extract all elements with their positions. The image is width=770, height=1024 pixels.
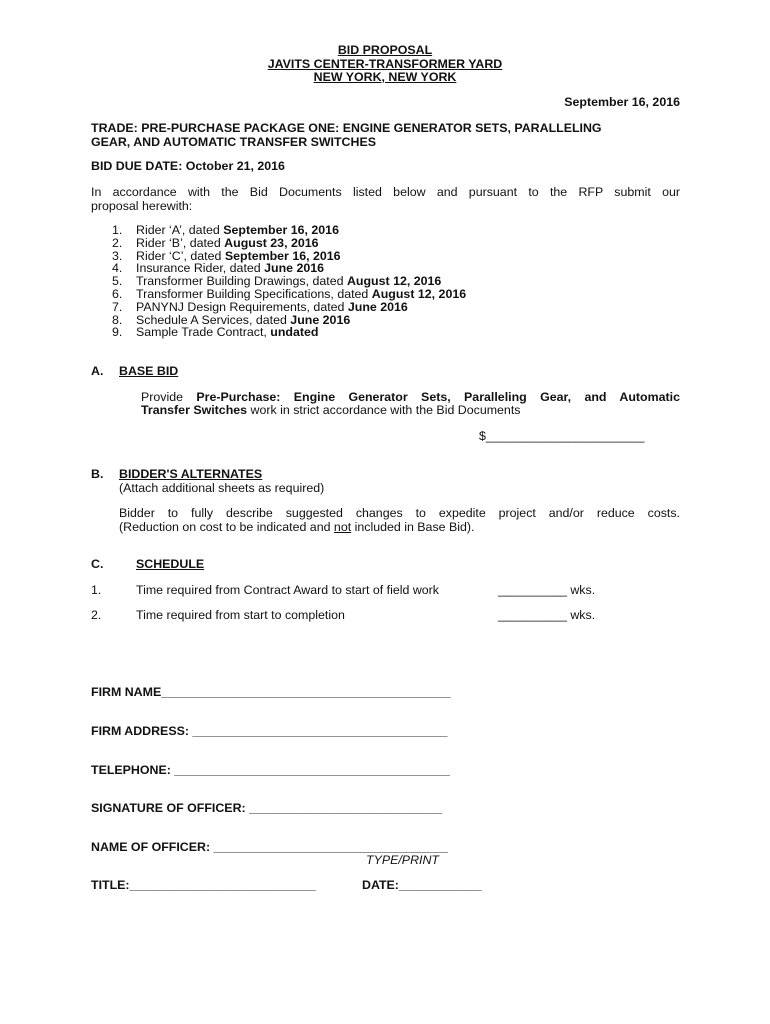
section-c-title: SCHEDULE bbox=[136, 557, 205, 571]
list-item: 9. Sample Trade Contract, undated bbox=[112, 325, 319, 340]
section-b-letter: B. bbox=[91, 467, 104, 481]
list-item: 8. Schedule A Services, dated June 2016 bbox=[112, 312, 351, 327]
list-item: 7. PANYNJ Design Requirements, dated June 2016 bbox=[112, 299, 408, 314]
schedule-item-2-number: 2. bbox=[91, 608, 102, 622]
trade-description bbox=[91, 122, 681, 149]
bid-documents-list bbox=[112, 224, 466, 339]
list-item: 1. Rider ‘A’, dated September 16, 2016 bbox=[112, 223, 339, 237]
alternates-description bbox=[119, 507, 680, 534]
list-item: 5. Transformer Building Drawings, dated August 12, 2016 bbox=[112, 274, 442, 289]
intro-paragraph bbox=[91, 186, 680, 213]
base-bid-line-1: Provide Pre-Purchase: Engine Generator Sets, Paralleling Gear, and Automatic bbox=[141, 390, 680, 404]
base-bid-amount-field[interactable]: $_______________________ bbox=[479, 429, 645, 443]
list-item: 2. Rider ‘B’, dated August 23, 2016 bbox=[112, 235, 319, 250]
signature-of-officer-field[interactable]: SIGNATURE OF OFFICER: ____________________________ bbox=[91, 801, 443, 815]
firm-address-field[interactable]: FIRM ADDRESS: _____________________________________ bbox=[91, 724, 448, 738]
schedule-item-2-text: Time required from start to completion bbox=[136, 608, 345, 622]
list-item: 4. Insurance Rider, dated June 2016 bbox=[112, 261, 325, 276]
schedule-item-2-weeks-field[interactable]: __________ wks. bbox=[498, 608, 596, 622]
alternates-note: (Attach additional sheets as required) bbox=[119, 481, 325, 495]
name-of-officer-field[interactable]: NAME OF OFFICER: __________________________________ bbox=[91, 840, 448, 854]
trade-line-1: TRADE: PRE-PURCHASE PACKAGE ONE: ENGINE GENERATOR SETS, PARALLELING bbox=[91, 121, 602, 135]
title-field[interactable]: TITLE:___________________________ bbox=[91, 878, 316, 892]
section-b-title: BIDDER'S ALTERNATES bbox=[119, 467, 263, 481]
date-field[interactable]: DATE:____________ bbox=[362, 878, 482, 892]
schedule-item-1-weeks-field[interactable]: __________ wks. bbox=[498, 583, 596, 597]
intro-line-2: proposal herewith: bbox=[91, 198, 193, 213]
document-header bbox=[0, 44, 770, 85]
base-bid-line-2: Transfer Switches work in strict accordance with the Bid Documents bbox=[141, 403, 521, 418]
header-location: NEW YORK, NEW YORK bbox=[313, 70, 457, 84]
header-project: JAVITS CENTER-TRANSFORMER YARD bbox=[267, 56, 503, 71]
header-title: BID PROPOSAL bbox=[337, 43, 433, 57]
bid-due-date: BID DUE DATE: October 21, 2016 bbox=[91, 159, 285, 173]
section-c-letter: C. bbox=[91, 557, 104, 571]
schedule-item-1-text: Time required from Contract Award to start of field work bbox=[136, 583, 439, 597]
section-a-title: BASE BID bbox=[119, 364, 179, 378]
type-print-label: TYPE/PRINT bbox=[366, 853, 439, 867]
section-a-letter: A. bbox=[91, 364, 104, 378]
telephone-field[interactable]: TELEPHONE: ________________________________________ bbox=[91, 763, 450, 777]
trade-line-2: GEAR, AND AUTOMATIC TRANSFER SWITCHES bbox=[91, 134, 376, 149]
base-bid-description bbox=[141, 391, 680, 417]
list-item: 3. Rider ‘C’, dated September 16, 2016 bbox=[112, 248, 341, 263]
list-item: 6. Transformer Building Specifications, dated August 12, 2016 bbox=[112, 286, 467, 301]
firm-name-field[interactable]: FIRM NAME__________________________________________ bbox=[91, 685, 451, 699]
document-date: September 16, 2016 bbox=[564, 95, 680, 109]
schedule-item-1-number: 1. bbox=[91, 583, 102, 597]
alternates-line-2: (Reduction on cost to be indicated and not included in Base Bid). bbox=[119, 519, 475, 534]
alternates-line-1: Bidder to fully describe suggested changes to expedite project and/or reduce costs. bbox=[119, 506, 680, 520]
intro-line-1: In accordance with the Bid Documents listed below and pursuant to the RFP submit our bbox=[91, 185, 680, 199]
